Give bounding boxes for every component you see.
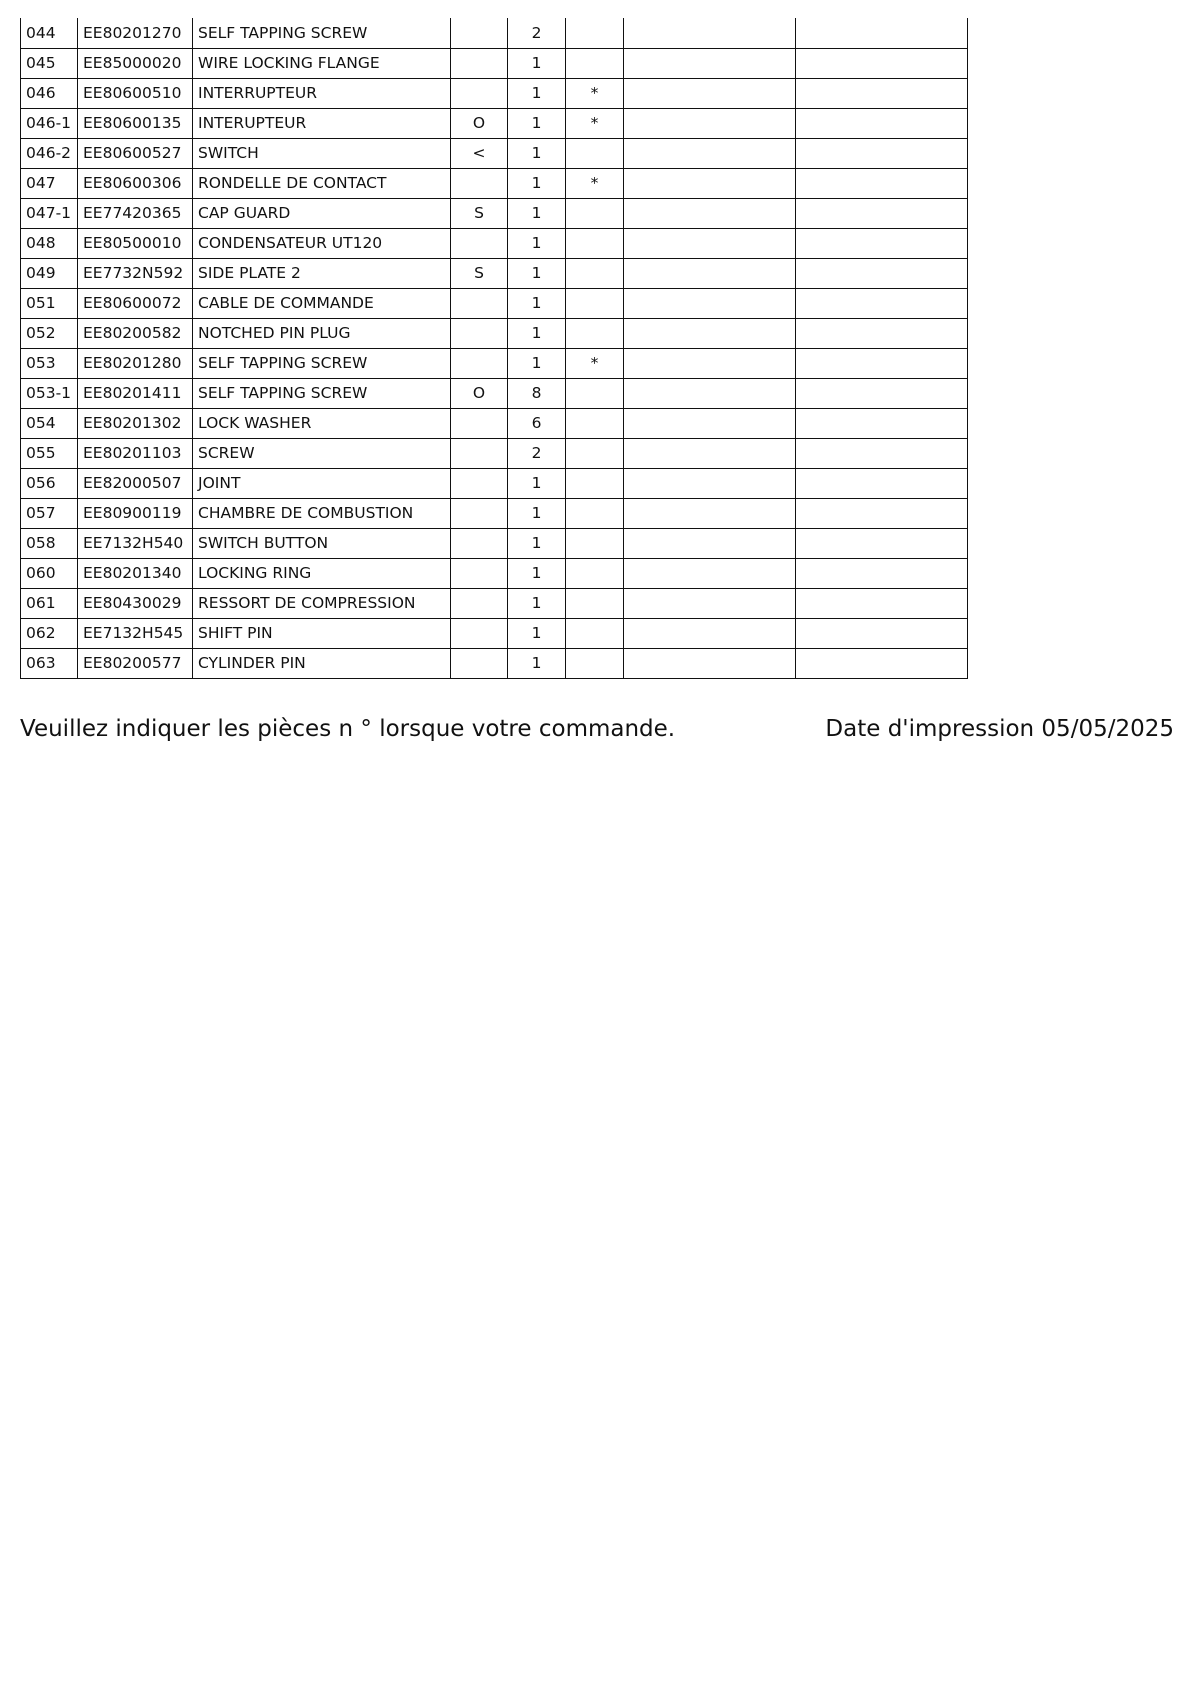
item-number-cell: 048 [21, 228, 78, 258]
table-row [21, 378, 968, 408]
part-reference-cell: EE82000507 [78, 468, 193, 498]
table-row [21, 438, 968, 468]
part-reference-cell: EE80201340 [78, 558, 193, 588]
item-number-cell: 056 [21, 468, 78, 498]
blank-cell-8 [796, 618, 968, 648]
quantity-cell: 1 [508, 138, 566, 168]
blank-cell-7 [624, 498, 796, 528]
part-reference-cell: EE80200582 [78, 318, 193, 348]
table-row [21, 318, 968, 348]
flag-cell: * [566, 108, 624, 138]
mark-cell [451, 648, 508, 678]
mark-cell [451, 18, 508, 48]
part-reference-cell: EE7132H545 [78, 618, 193, 648]
blank-cell-8 [796, 438, 968, 468]
part-reference-cell: EE80201103 [78, 438, 193, 468]
table-row [21, 228, 968, 258]
quantity-cell: 6 [508, 408, 566, 438]
blank-cell-7 [624, 558, 796, 588]
part-reference-cell: EE80200577 [78, 648, 193, 678]
blank-cell-7 [624, 108, 796, 138]
description-cell: INTERUPTEUR [193, 108, 451, 138]
flag-cell [566, 18, 624, 48]
flag-cell [566, 648, 624, 678]
blank-cell-8 [796, 528, 968, 558]
description-cell: CABLE DE COMMANDE [193, 288, 451, 318]
mark-cell: O [451, 108, 508, 138]
description-cell: SWITCH [193, 138, 451, 168]
blank-cell-7 [624, 198, 796, 228]
description-cell: WIRE LOCKING FLANGE [193, 48, 451, 78]
mark-cell [451, 618, 508, 648]
table-row [21, 588, 968, 618]
table-row [21, 558, 968, 588]
blank-cell-7 [624, 138, 796, 168]
blank-cell-8 [796, 348, 968, 378]
quantity-cell: 1 [508, 558, 566, 588]
blank-cell-8 [796, 558, 968, 588]
item-number-cell: 058 [21, 528, 78, 558]
quantity-cell: 1 [508, 258, 566, 288]
item-number-cell: 053-1 [21, 378, 78, 408]
quantity-cell: 1 [508, 288, 566, 318]
blank-cell-8 [796, 498, 968, 528]
mark-cell [451, 558, 508, 588]
flag-cell [566, 198, 624, 228]
blank-cell-7 [624, 618, 796, 648]
blank-cell-7 [624, 588, 796, 618]
part-reference-cell: EE80430029 [78, 588, 193, 618]
mark-cell: < [451, 138, 508, 168]
blank-cell-7 [624, 48, 796, 78]
description-cell: CONDENSATEUR UT120 [193, 228, 451, 258]
quantity-cell: 1 [508, 198, 566, 228]
item-number-cell: 047 [21, 168, 78, 198]
quantity-cell: 1 [508, 468, 566, 498]
mark-cell [451, 348, 508, 378]
mark-cell [451, 168, 508, 198]
quantity-cell: 1 [508, 228, 566, 258]
part-reference-cell: EE80201411 [78, 378, 193, 408]
blank-cell-8 [796, 228, 968, 258]
table-row [21, 348, 968, 378]
description-cell: SELF TAPPING SCREW [193, 348, 451, 378]
description-cell: JOINT [193, 468, 451, 498]
table-row [21, 468, 968, 498]
quantity-cell: 1 [508, 498, 566, 528]
item-number-cell: 053 [21, 348, 78, 378]
blank-cell-7 [624, 78, 796, 108]
description-cell: CHAMBRE DE COMBUSTION [193, 498, 451, 528]
part-reference-cell: EE80500010 [78, 228, 193, 258]
table-row [21, 618, 968, 648]
table-row [21, 258, 968, 288]
part-reference-cell: EE80600527 [78, 138, 193, 168]
flag-cell [566, 138, 624, 168]
item-number-cell: 054 [21, 408, 78, 438]
blank-cell-7 [624, 468, 796, 498]
flag-cell [566, 498, 624, 528]
blank-cell-7 [624, 288, 796, 318]
blank-cell-7 [624, 348, 796, 378]
blank-cell-7 [624, 648, 796, 678]
flag-cell [566, 438, 624, 468]
item-number-cell: 062 [21, 618, 78, 648]
flag-cell [566, 258, 624, 288]
mark-cell [451, 438, 508, 468]
description-cell: SHIFT PIN [193, 618, 451, 648]
part-reference-cell: EE80600306 [78, 168, 193, 198]
description-cell: RONDELLE DE CONTACT [193, 168, 451, 198]
quantity-cell: 1 [508, 108, 566, 138]
item-number-cell: 046-1 [21, 108, 78, 138]
description-cell: SCREW [193, 438, 451, 468]
description-cell: INTERRUPTEUR [193, 78, 451, 108]
blank-cell-7 [624, 18, 796, 48]
item-number-cell: 051 [21, 288, 78, 318]
blank-cell-7 [624, 438, 796, 468]
blank-cell-8 [796, 138, 968, 168]
part-reference-cell: EE80600072 [78, 288, 193, 318]
blank-cell-7 [624, 528, 796, 558]
description-cell: SELF TAPPING SCREW [193, 378, 451, 408]
item-number-cell: 046-2 [21, 138, 78, 168]
quantity-cell: 8 [508, 378, 566, 408]
table-row [21, 528, 968, 558]
quantity-cell: 1 [508, 528, 566, 558]
description-cell: CAP GUARD [193, 198, 451, 228]
flag-cell [566, 468, 624, 498]
mark-cell [451, 318, 508, 348]
description-cell: LOCKING RING [193, 558, 451, 588]
item-number-cell: 052 [21, 318, 78, 348]
item-number-cell: 060 [21, 558, 78, 588]
blank-cell-7 [624, 168, 796, 198]
item-number-cell: 057 [21, 498, 78, 528]
table-row [21, 168, 968, 198]
flag-cell [566, 48, 624, 78]
mark-cell [451, 288, 508, 318]
blank-cell-8 [796, 468, 968, 498]
part-reference-cell: EE7132H540 [78, 528, 193, 558]
blank-cell-7 [624, 408, 796, 438]
quantity-cell: 1 [508, 618, 566, 648]
blank-cell-8 [796, 648, 968, 678]
table-row [21, 408, 968, 438]
item-number-cell: 061 [21, 588, 78, 618]
quantity-cell: 1 [508, 348, 566, 378]
flag-cell [566, 588, 624, 618]
blank-cell-8 [796, 318, 968, 348]
table-row [21, 108, 968, 138]
item-number-cell: 063 [21, 648, 78, 678]
blank-cell-8 [796, 168, 968, 198]
flag-cell: * [566, 348, 624, 378]
description-cell: RESSORT DE COMPRESSION [193, 588, 451, 618]
part-reference-cell: EE80900119 [78, 498, 193, 528]
blank-cell-8 [796, 378, 968, 408]
flag-cell [566, 228, 624, 258]
description-cell: SWITCH BUTTON [193, 528, 451, 558]
mark-cell [451, 468, 508, 498]
flag-cell: * [566, 78, 624, 108]
part-reference-cell: EE80201302 [78, 408, 193, 438]
flag-cell [566, 528, 624, 558]
order-instruction-note: Veuillez indiquer les pièces n ° lorsque votre commande. [20, 716, 676, 742]
mark-cell [451, 78, 508, 108]
print-date: Date d'impression 05/05/2025 [825, 716, 1174, 742]
mark-cell [451, 528, 508, 558]
quantity-cell: 2 [508, 18, 566, 48]
blank-cell-8 [796, 18, 968, 48]
mark-cell [451, 228, 508, 258]
blank-cell-7 [624, 258, 796, 288]
item-number-cell: 049 [21, 258, 78, 288]
flag-cell [566, 318, 624, 348]
item-number-cell: 045 [21, 48, 78, 78]
blank-cell-7 [624, 378, 796, 408]
item-number-cell: 055 [21, 438, 78, 468]
mark-cell [451, 48, 508, 78]
description-cell: SELF TAPPING SCREW [193, 18, 451, 48]
mark-cell: S [451, 258, 508, 288]
blank-cell-7 [624, 228, 796, 258]
flag-cell [566, 618, 624, 648]
blank-cell-7 [624, 318, 796, 348]
item-number-cell: 046 [21, 78, 78, 108]
quantity-cell: 1 [508, 648, 566, 678]
quantity-cell: 1 [508, 588, 566, 618]
table-row [21, 48, 968, 78]
flag-cell [566, 408, 624, 438]
quantity-cell: 1 [508, 318, 566, 348]
table-row [21, 198, 968, 228]
parts-table [20, 18, 968, 679]
mark-cell [451, 588, 508, 618]
item-number-cell: 047-1 [21, 198, 78, 228]
blank-cell-8 [796, 408, 968, 438]
description-cell: NOTCHED PIN PLUG [193, 318, 451, 348]
part-reference-cell: EE85000020 [78, 48, 193, 78]
flag-cell [566, 378, 624, 408]
part-reference-cell: EE80201280 [78, 348, 193, 378]
blank-cell-8 [796, 288, 968, 318]
quantity-cell: 2 [508, 438, 566, 468]
blank-cell-8 [796, 588, 968, 618]
part-reference-cell: EE80600510 [78, 78, 193, 108]
mark-cell: S [451, 198, 508, 228]
blank-cell-8 [796, 48, 968, 78]
part-reference-cell: EE80600135 [78, 108, 193, 138]
blank-cell-8 [796, 198, 968, 228]
description-cell: LOCK WASHER [193, 408, 451, 438]
blank-cell-8 [796, 78, 968, 108]
flag-cell [566, 288, 624, 318]
flag-cell [566, 558, 624, 588]
blank-cell-8 [796, 258, 968, 288]
table-row [21, 18, 968, 48]
description-cell: CYLINDER PIN [193, 648, 451, 678]
item-number-cell: 044 [21, 18, 78, 48]
mark-cell: O [451, 378, 508, 408]
part-reference-cell: EE7732N592 [78, 258, 193, 288]
table-row [21, 288, 968, 318]
quantity-cell: 1 [508, 48, 566, 78]
description-cell: SIDE PLATE 2 [193, 258, 451, 288]
table-row [21, 78, 968, 108]
mark-cell [451, 498, 508, 528]
quantity-cell: 1 [508, 78, 566, 108]
quantity-cell: 1 [508, 168, 566, 198]
flag-cell: * [566, 168, 624, 198]
mark-cell [451, 408, 508, 438]
part-reference-cell: EE80201270 [78, 18, 193, 48]
table-row [21, 498, 968, 528]
table-row [21, 648, 968, 678]
blank-cell-8 [796, 108, 968, 138]
parts-table-body [21, 18, 968, 678]
part-reference-cell: EE77420365 [78, 198, 193, 228]
table-row [21, 138, 968, 168]
